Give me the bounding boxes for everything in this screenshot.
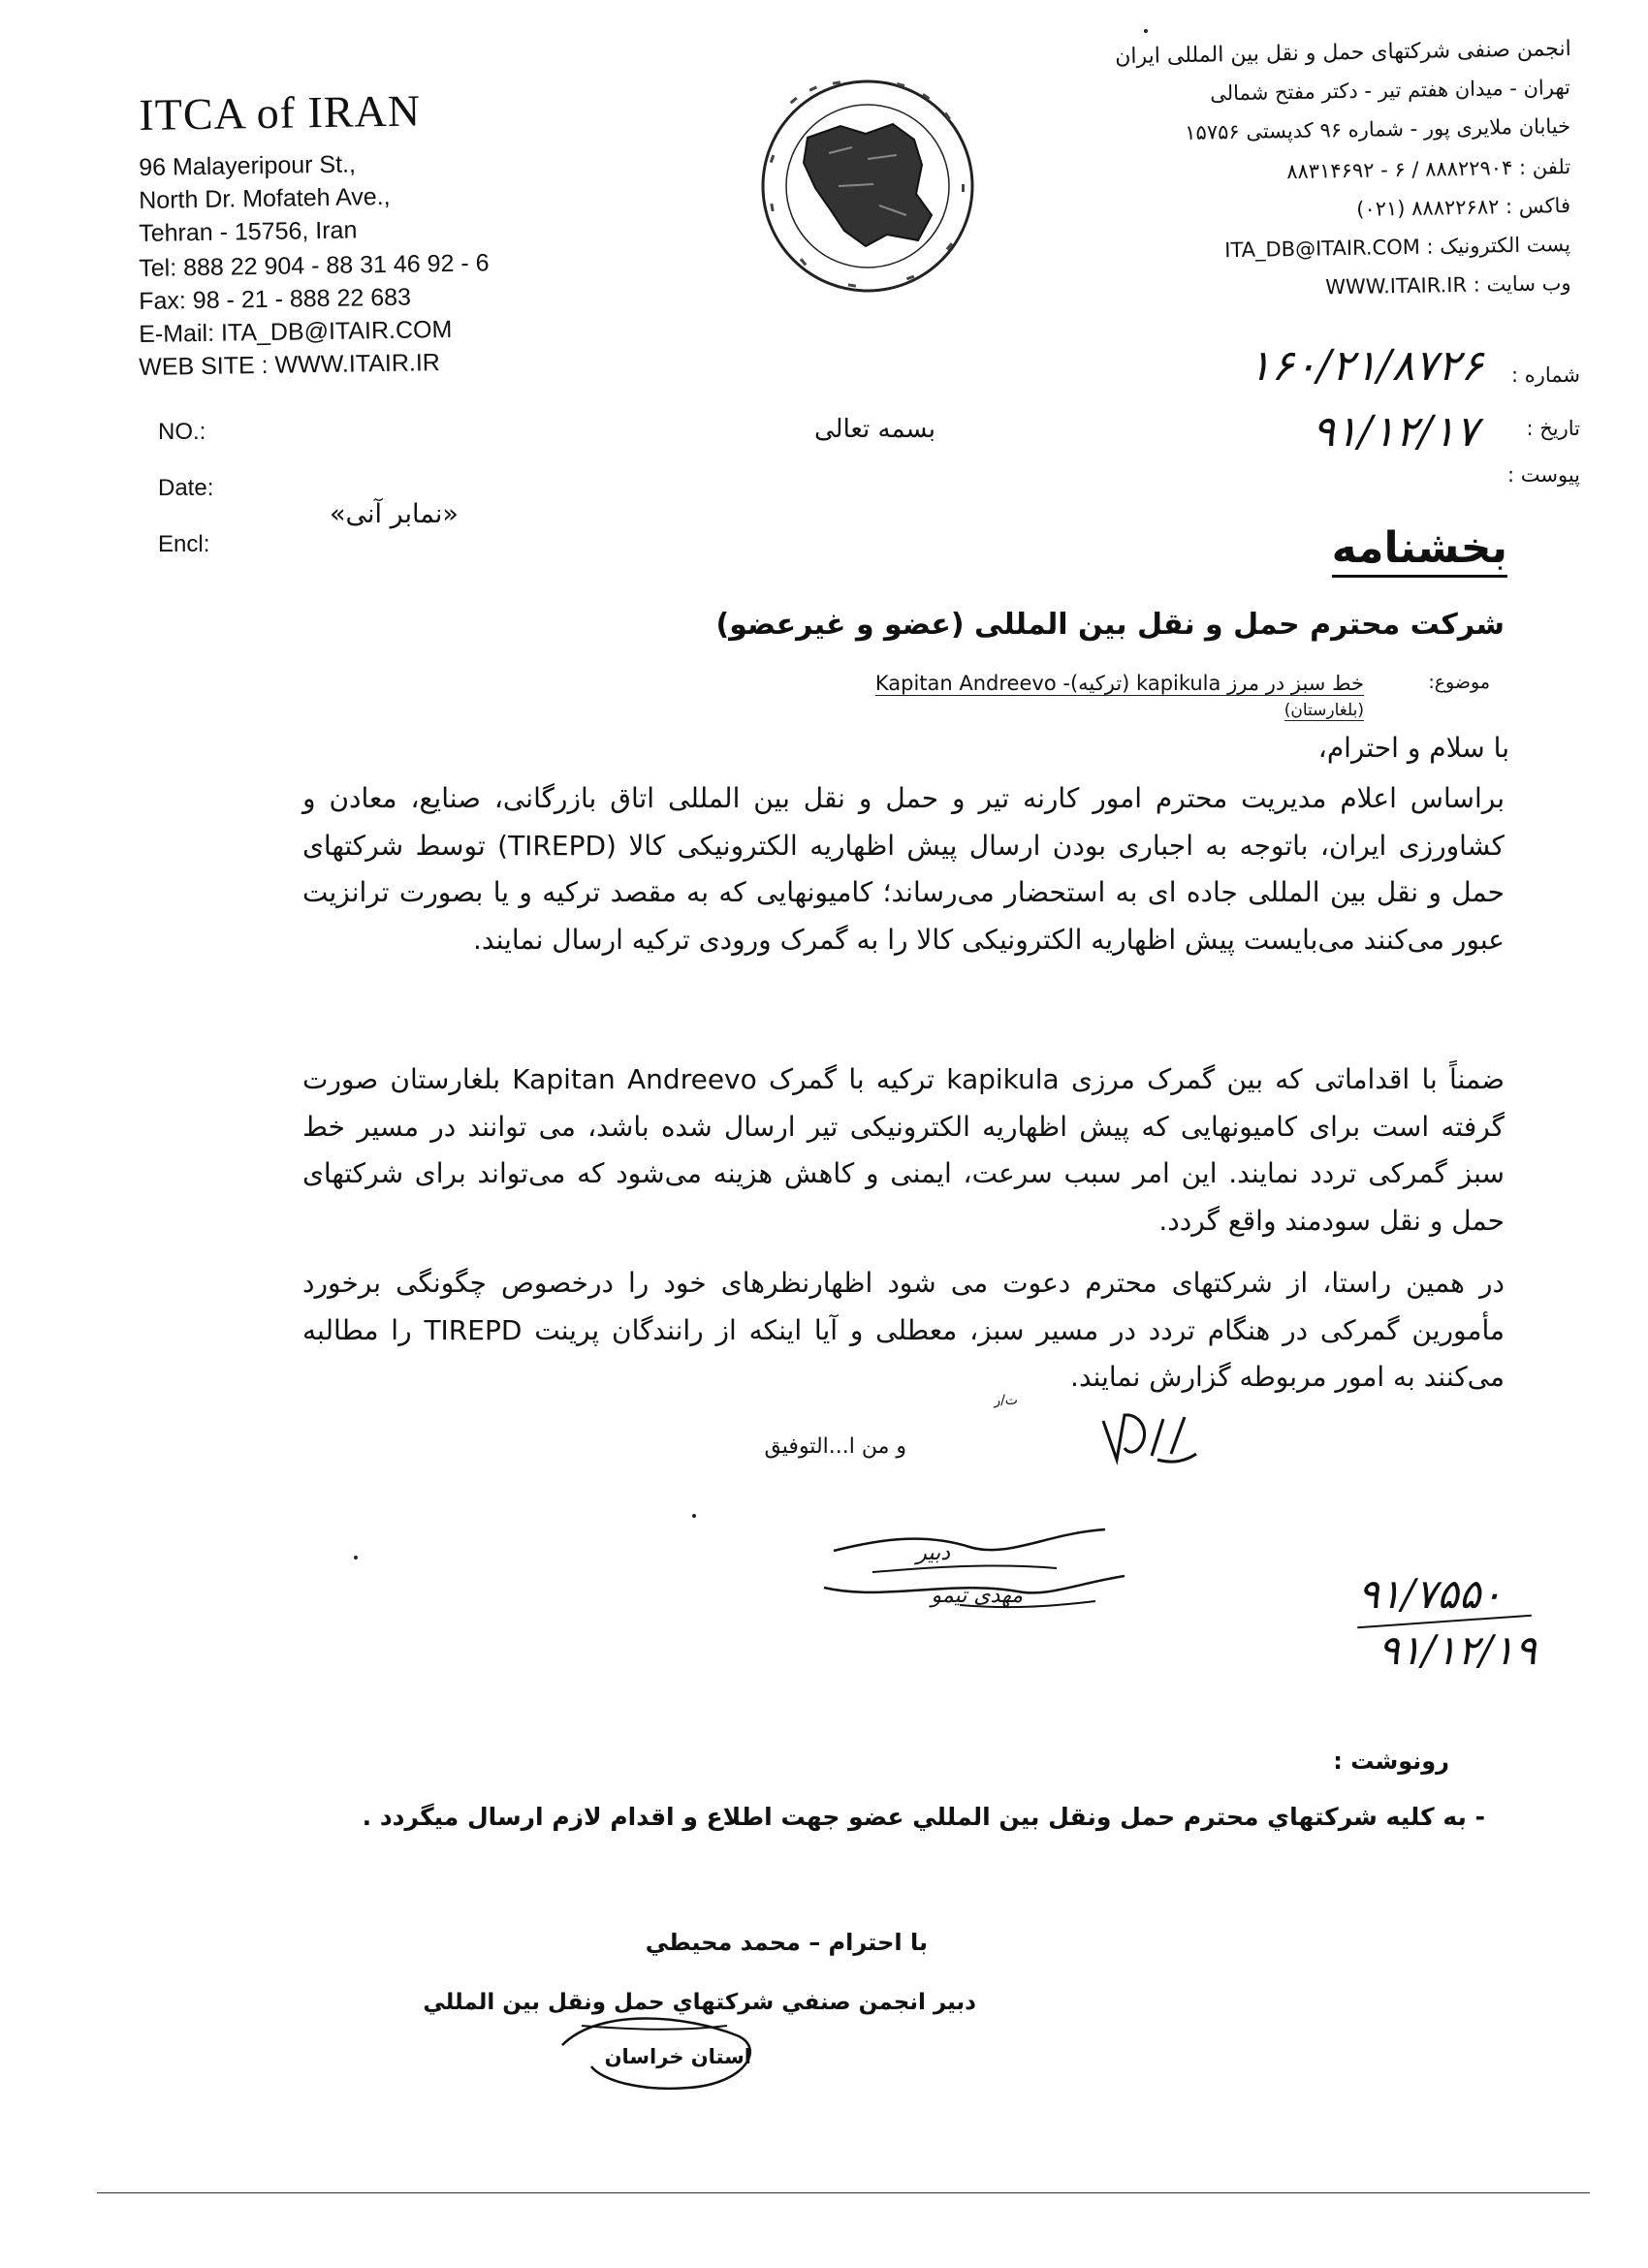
website-line-fa: وب سایت : WWW.ITAIR.IR	[1324, 271, 1571, 299]
email-line-en: E-Mail: ITA_DB@ITAIR.COM	[139, 315, 453, 348]
address-line-en: 96 Malayeripour St.,	[139, 150, 357, 181]
enclosure-label-en: Encl:	[158, 531, 210, 557]
greeting: با سلام و احترام،	[1317, 732, 1509, 764]
cc-label: رونوشت :	[1333, 1748, 1449, 1775]
email-line-fa: پست الکترونیک : ITA_DB@ITAIR.COM	[1224, 233, 1571, 263]
address-line-en: Tehran - 15756, Iran	[139, 216, 358, 247]
sign-off-regards: با احترام – محمد محيطي	[645, 1929, 928, 1956]
handwritten-date-mark	[1095, 1405, 1202, 1473]
phone-line-fa: تلفن : ۸۸۸۲۲۹۰۴ / ۶ - ۸۸۳۱۴۶۹۲	[1286, 155, 1571, 184]
scan-speck	[1144, 29, 1148, 33]
fax-line-fa: فاکس : ۸۸۸۲۲۶۸۲ (۰۲۱)	[1356, 194, 1571, 221]
signatory-role: دبیر	[916, 1541, 950, 1565]
fax-line-en: Fax: 98 - 21 - 888 22 683	[139, 283, 412, 315]
subject-label: موضوع:	[1428, 672, 1490, 693]
attachment-label-fa: پیوست :	[1507, 463, 1580, 487]
sign-off-title: دبير انجمن صنفي شركتهاي حمل ونقل بين المللي	[423, 1990, 976, 2015]
closing-phrase: و من ا...التوفیق	[764, 1434, 906, 1459]
date-label-en: Date:	[158, 475, 214, 501]
address-line-fa: تهران - میدان هفتم تیر - دکتر مفتح شمالی	[1210, 76, 1571, 106]
phone-line-en: Tel: 888 22 904 - 88 31 46 92 - 6	[139, 249, 490, 282]
website-line-en: WEB SITE : WWW.ITAIR.IR	[139, 349, 441, 381]
association-emblem	[751, 70, 984, 302]
receipt-date-handwritten: ۹۱/۱۲/۱۹	[1378, 1626, 1537, 1674]
footer-rule	[97, 2192, 1590, 2193]
receipt-number-handwritten: ۹۱/۷۵۵۰	[1357, 1570, 1503, 1618]
number-label-en: NO.:	[158, 419, 206, 445]
letter-date-handwritten: ۹۱/۱۲/۱۷	[1312, 407, 1478, 457]
recipient: شرکت محترم حمل و نقل بین المللی (عضو و غیرعضو)	[715, 608, 1505, 642]
scan-speck	[354, 1556, 358, 1559]
cc-text: - به کلیه شرکتهاي محترم حمل ونقل بين المللي عضو جهت اطلاع و اقدام لازم ارسال ميگردد .	[362, 1803, 1485, 1831]
subject-line: خط سبز در مرز kapikula (ترکیه)- Kapitan Andreevo	[874, 672, 1364, 695]
organization-name-fa: انجمن صنفی شرکتهای حمل و نقل بین المللی ایران	[1114, 37, 1571, 70]
urgent-fax-note: «نمابر آنی»	[330, 499, 459, 529]
scan-speck	[692, 1514, 696, 1518]
sign-off-province: استان خراسان	[604, 2045, 751, 2068]
body-paragraph: ضمناً با اقداماتی که بین گمرک مرزی kapikula ترکیه با گمرک Kapitan Andreevo بلغارستان صورت گرفته است برای کامیونهایی که پیش اظهاریه الکترونیکی تیر ارسال شده باشد، می توانند در مسیر خط سبز گمرکی تردد نمایند. این امر سبب سرعت، ایمنی و کاهش هزینه می‌شود که می‌تواند برای شرکتهای حمل و نقل سودمند واقع گردد.	[302, 1063, 1505, 1237]
circular-title: بخشنامه	[1332, 523, 1507, 578]
date-label-fa: تاریخ :	[1526, 417, 1580, 440]
address-line-en: North Dr. Mofateh Ave.,	[139, 182, 391, 214]
secretary-signature	[543, 1987, 776, 2103]
body-paragraph: در همین راستا، از شرکتهای محترم دعوت می شود اظهارنظرهای خود را درخصوص چگونگی برخورد مأمورین گمرکی در هنگام تردد در مسیر سبز، معطلی و آیا اینکه از رانندگان پرینت TIREPD را مطالبه می‌کنند به امور مربوطه گزارش نمایند.	[302, 1267, 1505, 1393]
body-paragraph: براساس اعلام مدیریت محترم امور کارنه تیر و حمل و نقل بین المللی اتاق بازرگانی، صنایع، معادن و کشاورزی ایران، باتوجه به اجباری بودن ارسال پیش اظهاریه الکترونیکی کالا (TIREPD) توسط شرکتهای حمل و نقل بین المللی جاده ای به استحضار می‌رساند؛ کامیونهایی که به مقصد ترکیه و یا بصورت ترانزیت عبور می‌کنند می‌بایست پیش اظهاریه الکترونیکی کالا را به گمرک ورودی ترکیه ارسال نمایند.	[302, 782, 1505, 956]
letter-number-handwritten: ۱۶۰/۲۱/۸۷۲۶	[1248, 341, 1483, 391]
organization-name-en: ITCA of IRAN	[139, 85, 422, 140]
address-line-fa: خیابان ملایری پور - شماره ۹۶ کدپستی ۱۵۷۵۶	[1185, 114, 1571, 144]
basmala: بسمه تعالی	[814, 415, 935, 444]
typist-initials: ت/ر	[994, 1393, 1018, 1408]
number-label-fa: شماره :	[1510, 363, 1580, 387]
signatory-name: مهدی تیمو	[931, 1584, 1023, 1608]
subject-line-country: (بلغارستان)	[1284, 701, 1364, 720]
